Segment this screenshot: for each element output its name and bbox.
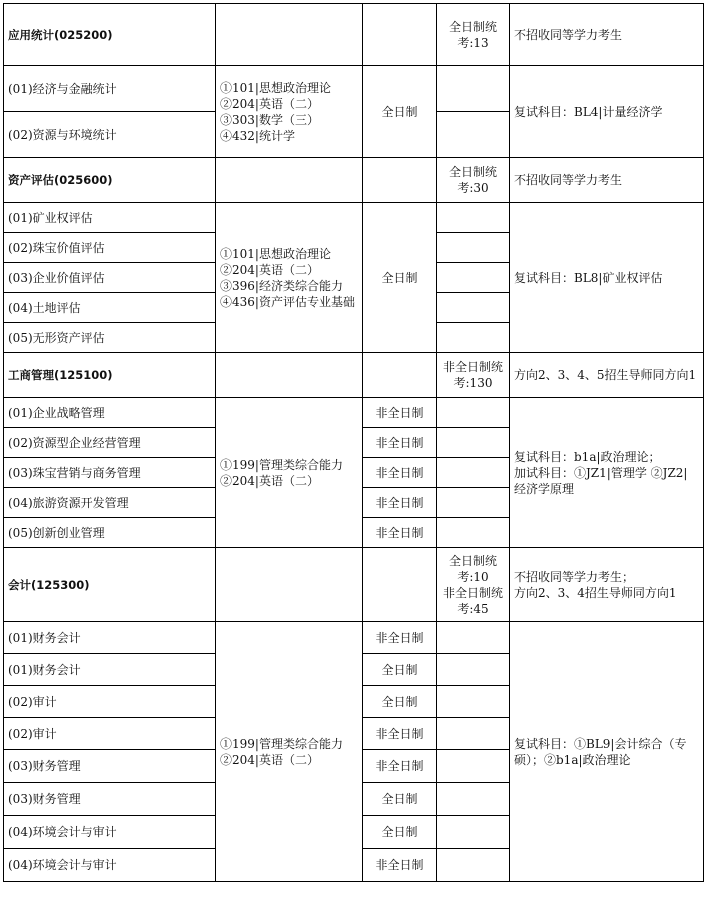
remark-line: 不招收同等学力考生； <box>514 569 635 584</box>
mode-empty <box>363 4 437 66</box>
exam-notes <box>510 622 704 882</box>
study-mode: 非全日制 <box>363 750 437 783</box>
remark-cell <box>510 353 704 398</box>
direction-name: (01)财务会计 <box>4 622 216 654</box>
note-line: 复试科目：BL4|计量经济学 <box>514 104 663 119</box>
quota-empty <box>437 112 510 158</box>
quota-empty <box>437 816 510 849</box>
remark-line: 不招收同等学力考生 <box>514 173 623 187</box>
note-line: 复试科目：b1a|政治理论； <box>514 449 661 464</box>
quota-empty <box>437 622 510 654</box>
direction-name: (03)珠宝营销与商务管理 <box>4 458 216 488</box>
study-mode: 全日制 <box>363 66 437 158</box>
quota-cell <box>437 158 510 203</box>
mode-empty <box>363 548 437 622</box>
exam-subject: ④432|统计学 <box>220 128 295 143</box>
major-header-row <box>4 353 704 398</box>
exam-subject: ③303|数学（三） <box>220 112 319 127</box>
mode-empty <box>363 158 437 203</box>
quota-cell <box>437 548 510 622</box>
study-mode: 全日制 <box>363 816 437 849</box>
direction-row <box>4 203 704 233</box>
direction-name: (02)珠宝价值评估 <box>4 233 216 263</box>
direction-name: (04)土地评估 <box>4 293 216 323</box>
study-mode: 全日制 <box>363 654 437 686</box>
quota-line: 考:10 <box>457 569 489 584</box>
exam-subjects <box>216 622 363 882</box>
quota-empty <box>437 263 510 293</box>
remark-cell <box>510 548 704 622</box>
quota-line: 全日制统 <box>448 19 497 34</box>
quota-line: 非全日制统 <box>442 585 503 600</box>
exam-subject: ③396|经济类综合能力 <box>220 278 343 293</box>
exam-subjects <box>216 398 363 548</box>
quota-line: 考:130 <box>453 376 493 390</box>
exam-subject: ②204|英语（二） <box>220 96 319 111</box>
study-mode: 非全日制 <box>363 518 437 548</box>
direction-name: (03)财务管理 <box>4 783 216 816</box>
major-title: 应用统计(025200) <box>4 4 216 66</box>
quota-empty <box>437 203 510 233</box>
study-mode: 非全日制 <box>363 488 437 518</box>
study-mode: 非全日制 <box>363 849 437 882</box>
major-header-row <box>4 158 704 203</box>
exam-subjects <box>216 203 363 353</box>
quota-empty <box>437 398 510 428</box>
study-mode: 非全日制 <box>363 398 437 428</box>
study-mode: 非全日制 <box>363 718 437 750</box>
quota-empty <box>437 654 510 686</box>
quota-line: 非全日制统 <box>442 360 503 374</box>
direction-name: (04)环境会计与审计 <box>4 849 216 882</box>
direction-name: (01)经济与金融统计 <box>4 66 216 112</box>
direction-name: (01)企业战略管理 <box>4 398 216 428</box>
subjects-empty <box>216 4 363 66</box>
quota-line: 考:30 <box>457 181 489 195</box>
exam-subject: ②204|英语（二） <box>220 262 319 277</box>
note-line: 加试科目：①JZ1|管理学 ②JZ2| <box>514 465 688 480</box>
quota-empty <box>437 323 510 353</box>
major-title: 工商管理(125100) <box>4 353 216 398</box>
exam-notes <box>510 66 704 158</box>
note-line: 硕）；②b1a|政治理论 <box>514 752 631 767</box>
quota-empty <box>437 849 510 882</box>
mode-empty <box>363 353 437 398</box>
remark-line: 方向2、3、4招生导师同方向1 <box>514 585 677 600</box>
admissions-table <box>3 3 704 882</box>
study-mode: 非全日制 <box>363 622 437 654</box>
major-header-row <box>4 548 704 622</box>
quota-empty <box>437 66 510 112</box>
exam-notes <box>510 398 704 548</box>
remark-line: 不招收同等学力考生 <box>514 27 623 42</box>
note-line: 复试科目：BL8|矿业权评估 <box>514 270 663 285</box>
exam-notes <box>510 203 704 353</box>
direction-name: (01)矿业权评估 <box>4 203 216 233</box>
quota-empty <box>437 458 510 488</box>
quota-empty <box>437 718 510 750</box>
direction-name: (04)环境会计与审计 <box>4 816 216 849</box>
study-mode: 非全日制 <box>363 458 437 488</box>
quota-empty <box>437 293 510 323</box>
study-mode: 非全日制 <box>363 428 437 458</box>
remark-line: 方向2、3、4、5招生导师同方向1 <box>514 368 697 382</box>
quota-empty <box>437 488 510 518</box>
quota-cell <box>437 353 510 398</box>
subjects-empty <box>216 548 363 622</box>
major-header-row <box>4 4 704 66</box>
subjects-empty <box>216 158 363 203</box>
exam-subject: ①101|思想政治理论 <box>220 246 331 261</box>
note-line: 经济学原理 <box>514 481 575 496</box>
quota-empty <box>437 686 510 718</box>
direction-name: (02)审计 <box>4 686 216 718</box>
table-body <box>4 4 704 882</box>
exam-subject: ②204|英语（二） <box>220 473 319 488</box>
direction-row <box>4 398 704 428</box>
remark-cell <box>510 158 704 203</box>
study-mode: 全日制 <box>363 686 437 718</box>
direction-row <box>4 66 704 112</box>
exam-subject: ①199|管理类综合能力 <box>220 736 343 751</box>
remark-cell <box>510 4 704 66</box>
quota-empty <box>437 233 510 263</box>
quota-empty <box>437 783 510 816</box>
direction-name: (02)资源与环境统计 <box>4 112 216 158</box>
exam-subject: ①199|管理类综合能力 <box>220 457 343 472</box>
quota-line: 全日制统 <box>448 165 497 179</box>
direction-name: (05)无形资产评估 <box>4 323 216 353</box>
direction-name: (04)旅游资源开发管理 <box>4 488 216 518</box>
major-title: 资产评估(025600) <box>4 158 216 203</box>
exam-subjects <box>216 66 363 158</box>
note-line: 复试科目：①BL9|会计综合（专 <box>514 736 687 751</box>
quota-line: 考:45 <box>457 601 489 616</box>
exam-subject: ④436|资产评估专业基础 <box>220 294 355 309</box>
direction-name: (02)审计 <box>4 718 216 750</box>
exam-subject: ①101|思想政治理论 <box>220 80 331 95</box>
quota-cell <box>437 4 510 66</box>
major-title: 会计(125300) <box>4 548 216 622</box>
direction-name: (03)财务管理 <box>4 750 216 783</box>
quota-empty <box>437 428 510 458</box>
direction-name: (05)创新创业管理 <box>4 518 216 548</box>
quota-line: 全日制统 <box>448 553 497 568</box>
direction-row <box>4 622 704 654</box>
exam-subject: ②204|英语（二） <box>220 752 319 767</box>
direction-name: (02)资源型企业经营管理 <box>4 428 216 458</box>
direction-name: (03)企业价值评估 <box>4 263 216 293</box>
subjects-empty <box>216 353 363 398</box>
quota-line: 考:13 <box>457 35 489 50</box>
quota-empty <box>437 518 510 548</box>
quota-empty <box>437 750 510 783</box>
study-mode: 全日制 <box>363 783 437 816</box>
direction-name: (01)财务会计 <box>4 654 216 686</box>
study-mode: 全日制 <box>363 203 437 353</box>
